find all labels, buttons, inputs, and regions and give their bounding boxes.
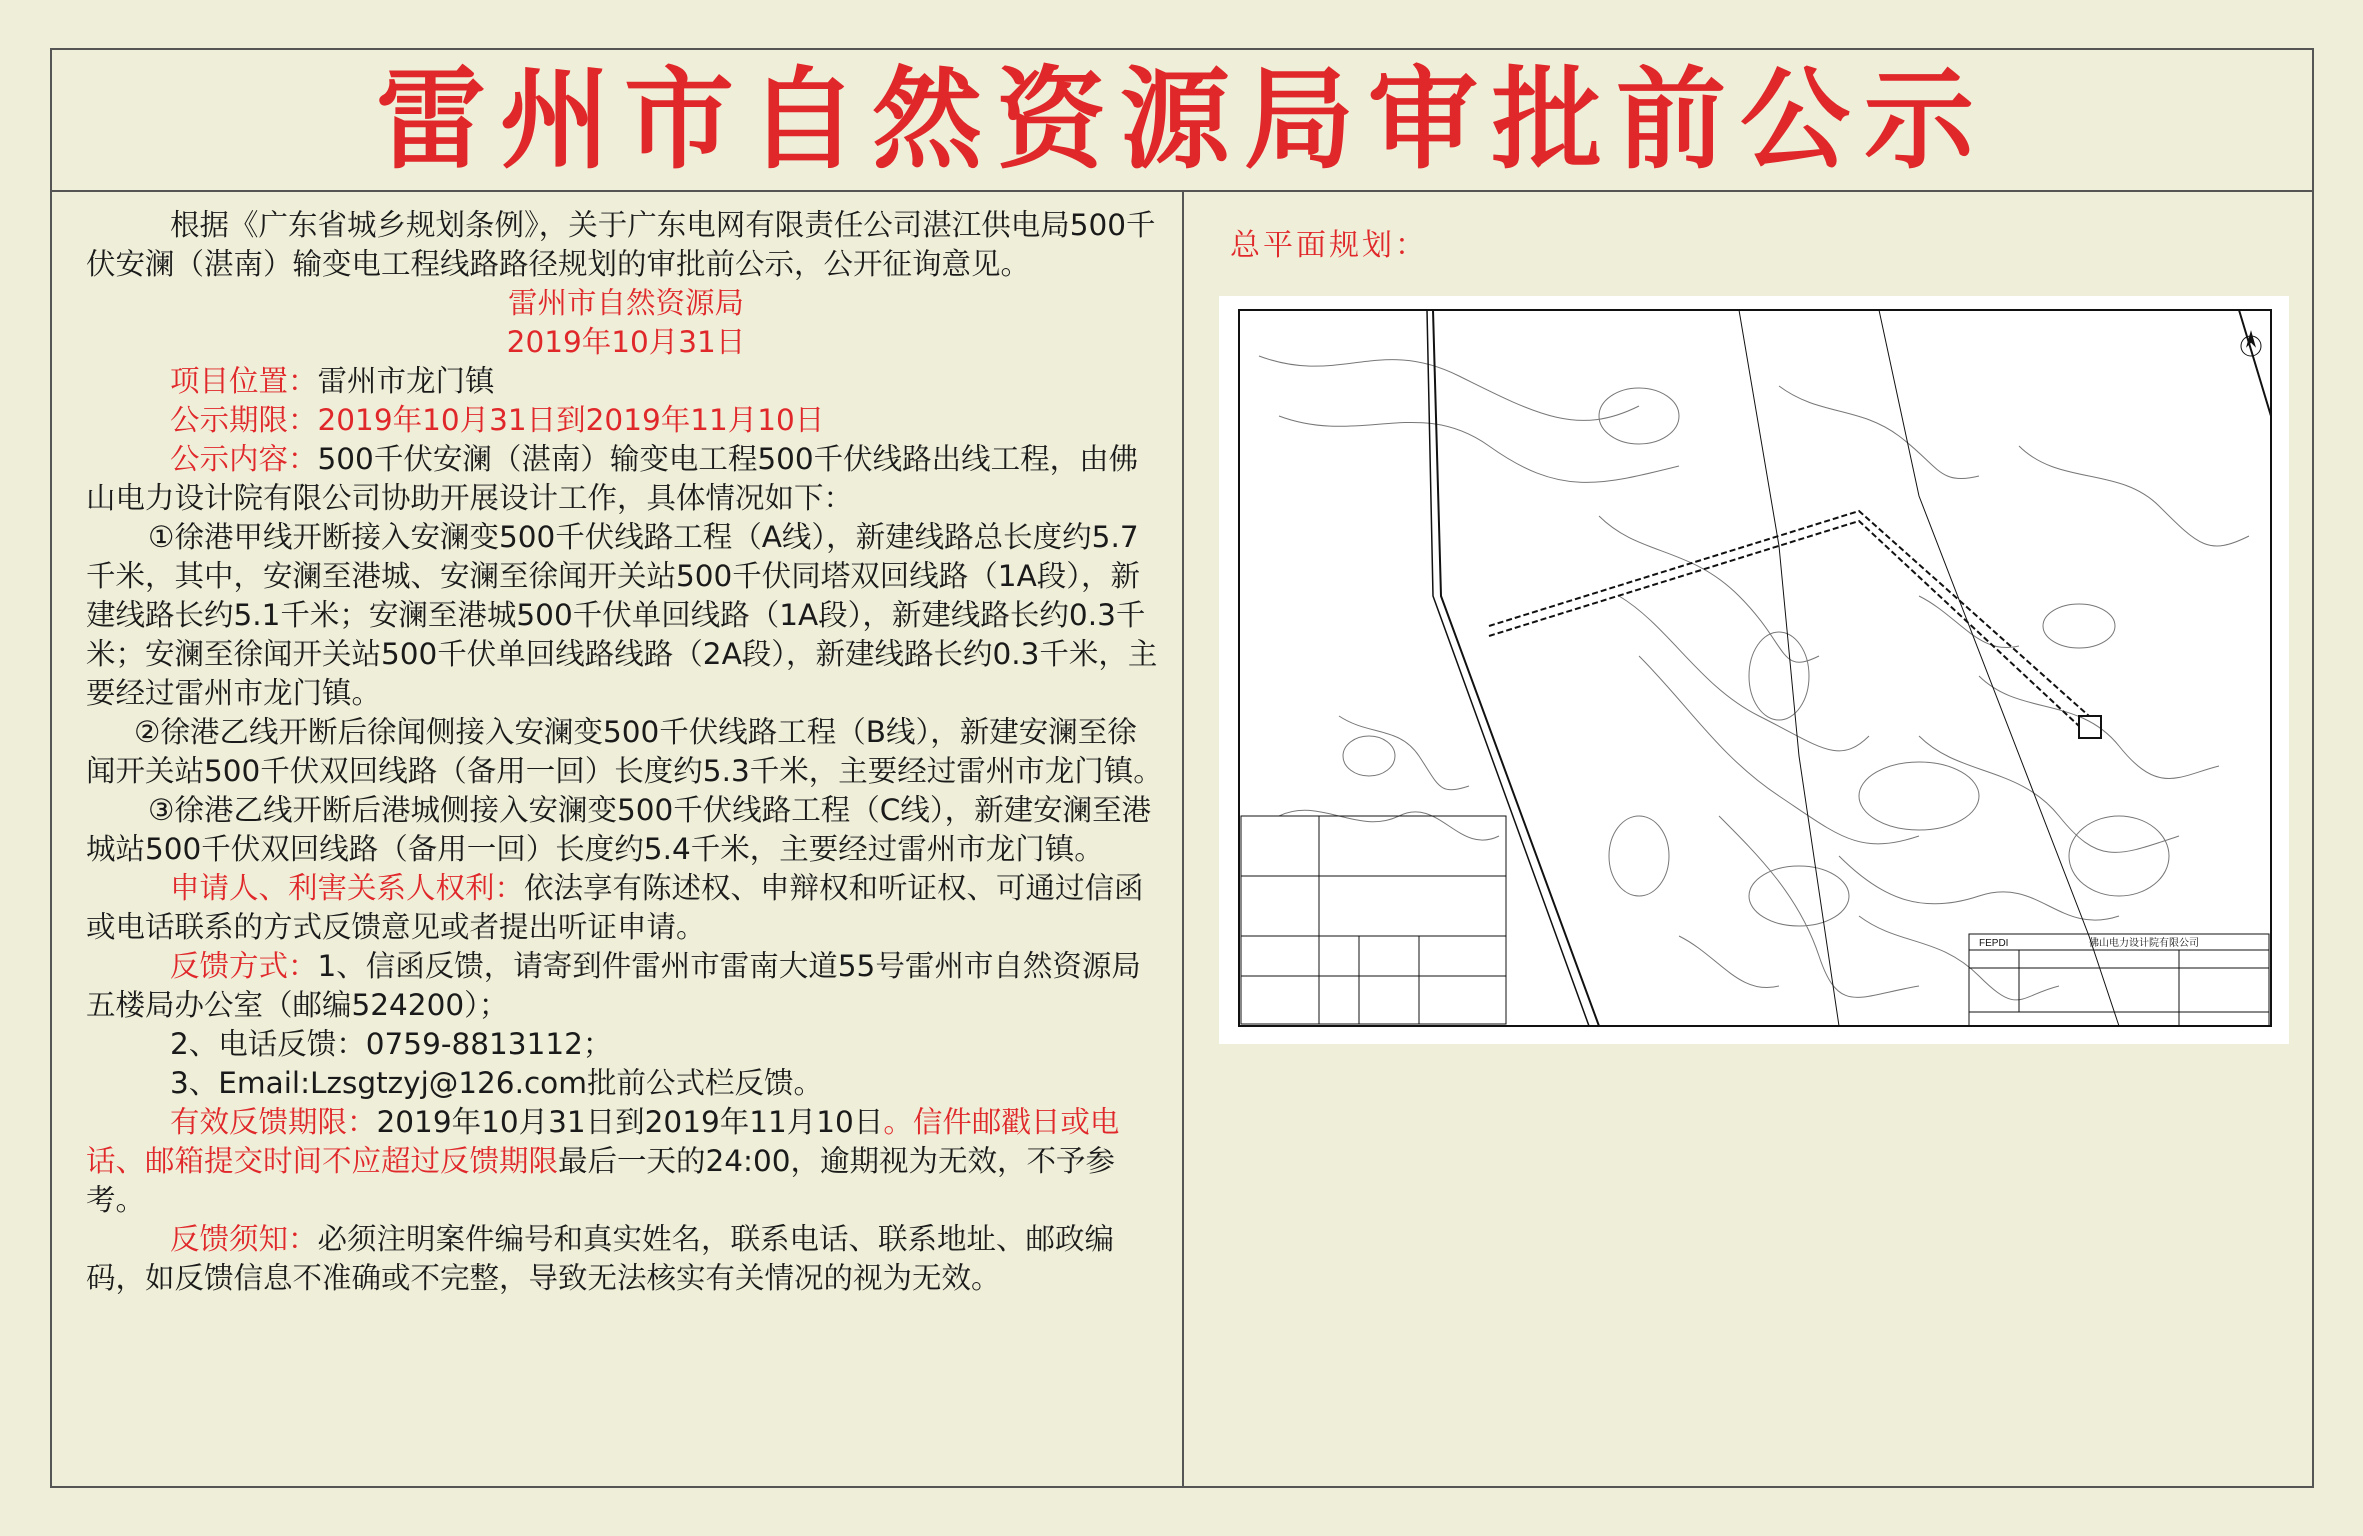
valid-feedback-period-rest: 最后一天的24:00，逾期视为无效，不予参考。 [86,1144,1116,1217]
issuer-date: 2019年10月31日 [506,325,746,359]
notice-text-column [86,206,1166,1298]
publicity-content [86,440,1166,518]
route-plan-drawing [1219,296,2289,1044]
map-border [1239,310,2271,1026]
publicity-period [86,401,1166,440]
project-location [86,362,1166,401]
route-plan-map [1219,296,2289,1044]
feedback-item-1: 1、信函反馈，请寄到件雷州市雷南大道55号雷州市自然资源局五楼局办公室（邮编524200）； [86,949,1141,1022]
applicant-rights-label: 申请人、利害关系人权利： [170,871,525,905]
page-title: 雷州市自然资源局审批前公示 [376,56,1988,184]
project-location-label: 项目位置： [170,364,318,398]
feedback-methods-label: 反馈方式： [170,949,318,983]
map-company-logo: FEPDI [1979,938,2009,949]
issuer-name: 雷州市自然资源局 [507,286,744,320]
applicant-rights [86,869,1166,947]
content-item-1: ①徐港甲线开断接入安澜变500千伏线路工程（A线），新建线路总长度约5.7千米，其中，安澜至港城、安澜至徐闻开关站500千伏同塔双回线路（1A段），新建线路长约5.1千米；安澜至港城500千伏单回线路（1A段），新建线路长约0.3千米；安澜至徐闻开关站500千伏单回线路线路（2A段），新建线路长约0.3千米，主要经过雷州市龙门镇。 [86,520,1158,710]
content-item-2: ②徐港乙线开断后徐闻侧接入安澜变500千伏线路工程（B线），新建安澜至徐闻开关站500千伏双回线路（备用一回）长度约5.3千米，主要经过雷州市龙门镇。 [86,715,1163,788]
content-item-3: ③徐港乙线开断后港城侧接入安澜变500千伏线路工程（C线），新建安澜至港城站500千伏双回线路（备用一回）长度约5.4千米，主要经过雷州市龙门镇。 [86,793,1152,866]
applicant-rights-value: 依法享有陈述权、申辩权和听证权、可通过信函或电话联系的方式反馈意见或者提出听证申请。 [86,871,1144,944]
feedback-notice-value: 必须注明案件编号和真实姓名，联系电话、联系地址、邮政编码，如反馈信息不准确或不完整，导致无法核实有关情况的视为无效。 [86,1222,1115,1295]
valid-feedback-period-red-text: 。信件邮戳日或电话、邮箱提交时间不应超过反馈期限 [86,1105,1120,1178]
valid-feedback-period-label: 有效反馈期限： [170,1105,377,1139]
valid-feedback-period [86,1103,1166,1220]
feedback-item-2: 2、电话反馈：0759-8813112； [170,1027,613,1061]
general-plan-label: 总平面规划： [1230,228,1428,263]
feedback-item-3: 3、Email:Lzsgtzyj@126.com批前公式栏反馈。 [170,1066,823,1100]
feedback-methods [86,947,1166,1025]
publicity-content-label: 公示内容： [170,442,318,476]
valid-feedback-period-dates: 2019年10月31日到2019年11月10日 [376,1105,884,1139]
notice-board [50,48,2314,1488]
title-bar [52,50,2312,192]
map-company-name: 佛山电力设计院有限公司 [2089,938,2199,949]
project-location-value: 雷州市龙门镇 [317,364,495,398]
feedback-notice-label: 反馈须知： [170,1222,318,1256]
publicity-period-label: 公示期限： [170,403,318,437]
column-divider [1182,192,1184,1488]
publicity-content-value: 500千伏安澜（湛南）输变电工程500千伏线路出线工程，由佛山电力设计院有限公司协助开展设计工作，具体情况如下： [86,442,1139,515]
publicity-period-value: 2019年10月31日到2019年11月10日 [317,403,825,437]
feedback-notice [86,1220,1166,1298]
intro-paragraph: 根据《广东省城乡规划条例》，关于广东电网有限责任公司湛江供电局500千伏安澜（湛南）输变电工程线路路径规划的审批前公示，公开征询意见。 [86,208,1156,281]
